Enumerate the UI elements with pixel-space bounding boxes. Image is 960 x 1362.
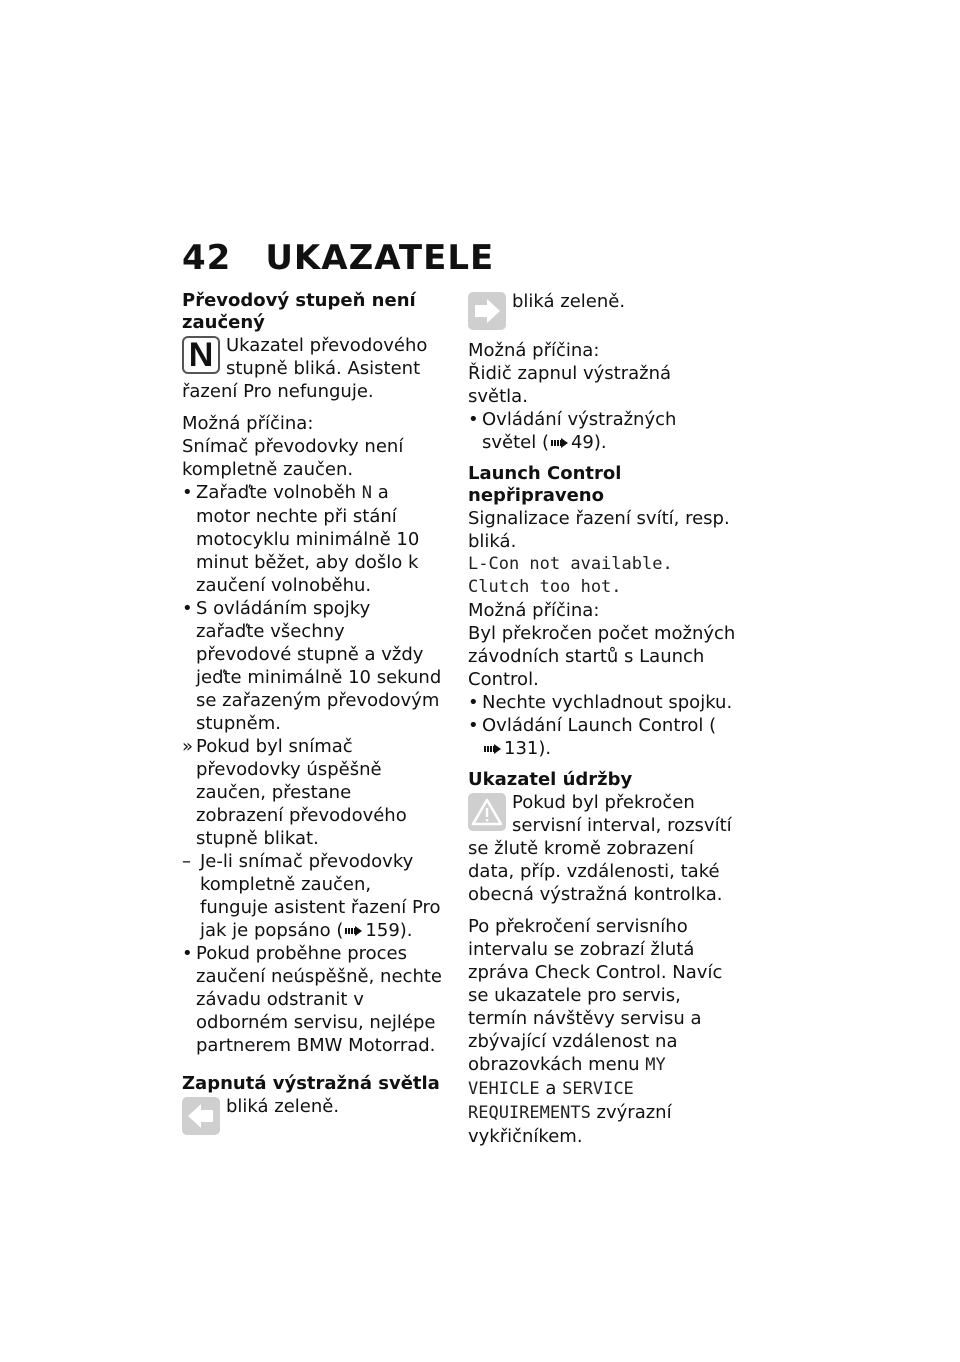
page-header [182,236,494,280]
gear-not-learned-title: Převodový stupeň není zaučený [182,290,416,333]
hazard-left-block [182,1095,444,1135]
cause-label: Možná příčina: [182,413,314,434]
gear-neutral-icon: N [182,336,220,374]
gear-description: Ukazatel převodového stupně bliká. Asistent řazení Pro nefunguje. [182,335,428,402]
maintenance-text-2: Po překročení servisního intervalu se zobrazí žlutá zpráva Check Control. Navíc se ukazatele pro servis, termín návštěvy servisu a zbývající vzdálenost na obrazovkách menu MY VEHICLE a SERVICE REQUIREMENTS zvýrazní vykřičníkem. [468,916,723,1147]
hazard-title: Zapnutá výstražná světla [182,1073,440,1094]
menu-my-vehicle: MY VEHICLE [468,1055,666,1099]
cause-text: Řidič zapnul výstražná světla. [468,363,672,407]
cause-text: Snímač převodovky není kompletně zaučen. [182,436,404,480]
maintenance-text: Pokud byl překročen servisní interval, rozsvítí se žlutě kromě zobrazení data, příp. vzdálenosti, také obecná výstražná kontrolka. [468,792,732,905]
launch-control-title: Launch Control nepřipraveno [468,463,622,506]
menu-service-requirements: SERVICE REQUIREMENTS [468,1079,634,1123]
list-item: • Pokud proběhne proces zaučení neúspěšně, nechte závadu odstranit v odborném servisu, nejlépe partnerem BMW Motorrad. [182,943,442,1056]
page-reference-arrow-icon [345,926,363,936]
warning-triangle-icon [468,793,506,831]
cause-label: Možná příčina: [468,340,600,361]
launch-control-text: Signalizace řazení svítí, resp. bliká. [468,508,730,552]
list-item: • Zařaďte volnoběh N a motor nechte při stání motocyklu minimálně 10 minut běžet, aby došlo k zaučení volnoběhu. [182,482,420,596]
list-item: • Ovládání Launch Control (131). [468,715,717,759]
list-item: • S ovládáním spojky zařaďte všechny převodové stupně a vždy jeďte minimálně 10 sekund se zařazeným převodovým stupněm. [182,598,442,734]
list-item: • Nechte vychladnout spojku. [468,692,733,713]
page-reference[interactable]: 131 [504,738,539,759]
hazard-left-arrow-icon [182,1097,220,1135]
cause-label: Možná příčina: [468,600,600,621]
hazard-right-block [468,290,736,330]
launch-control-message-1: L-Con not available. [468,554,673,574]
dash-item: – Je-li snímač převodovky kompletně zaučen, funguje asistent řazení Pro jak je popsáno ( 159). [182,851,441,941]
maintenance-title: Ukazatel údržby [468,769,633,790]
page-reference-arrow-icon [484,744,502,754]
hazard-left-description: bliká zeleně. [226,1096,340,1117]
list-item: • Ovládání výstražných světel ( 49). [468,409,677,453]
cause-text: Byl překročen počet možných závodních startů s Launch Control. [468,623,736,690]
left-column [182,290,444,1135]
gear-indicator-block [182,334,444,403]
page-reference[interactable]: 159 [365,920,400,941]
page-reference[interactable]: 49 [570,432,594,453]
hazard-right-arrow-icon [468,292,506,330]
neutral-code: N [361,483,373,503]
launch-control-message-2: Clutch too hot. [468,577,622,597]
page-number: 42 [182,238,232,278]
maintenance-block [468,791,736,906]
right-column [468,290,736,1148]
result-item: » Pokud byl snímač převodovky úspěšně zaučen, přestane zobrazení převodového stupně blikat. [182,736,407,849]
section-title: UKAZATELE [265,238,495,278]
hazard-right-description: bliká zeleně. [512,291,626,312]
page-reference-arrow-icon [551,438,569,448]
